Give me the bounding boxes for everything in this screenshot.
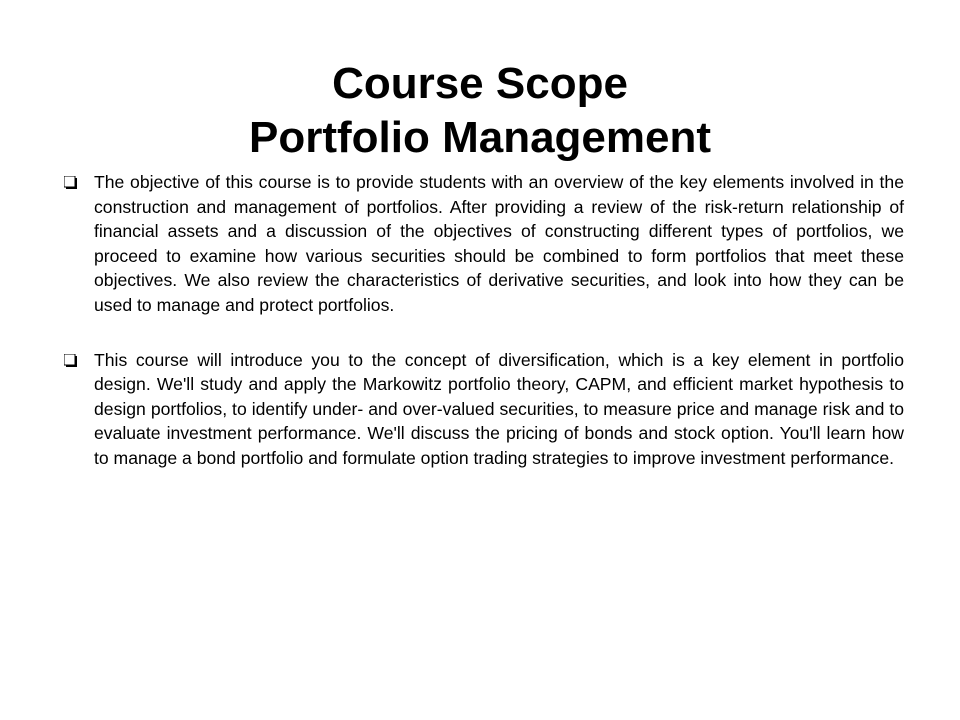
bullet-list — [64, 170, 904, 501]
bullet-text-diversification: This course will introduce you to the concept of diversification, which is a key element in portfolio design. We'll study and apply the Markowitz portfolio theory, CAPM, and efficient market hypothesis to design portfolios, to identify under- and over-valued securities, to measure price and manage risk and to evaluate investment performance. We'll discuss the pricing of bonds and stock option. You'll learn how to manage a bond portfolio and formulate option trading strategies to improve investment performance. — [94, 349, 904, 468]
title-line-portfolio-management: Portfolio Management — [248, 113, 712, 163]
checkbox-icon — [64, 176, 77, 189]
title-line-course-scope: Course Scope — [332, 59, 628, 109]
bullet-item-diversification — [64, 348, 904, 471]
slide-title — [0, 57, 960, 165]
checkbox-icon — [64, 354, 77, 367]
bullet-item-objective — [64, 170, 904, 318]
bullet-text-objective: The objective of this course is to provide students with an overview of the key elements involved in the construction and management of portfolios. After providing a review of the risk-return relationship of financial assets and a discussion of the objectives of constructing different types of portfolios, we proceed to examine how various securities should be combined to form portfolios that meet these objectives. We also review the characteristics of derivative securities, and look into how they can be used to manage and protect portfolios. — [94, 172, 904, 315]
